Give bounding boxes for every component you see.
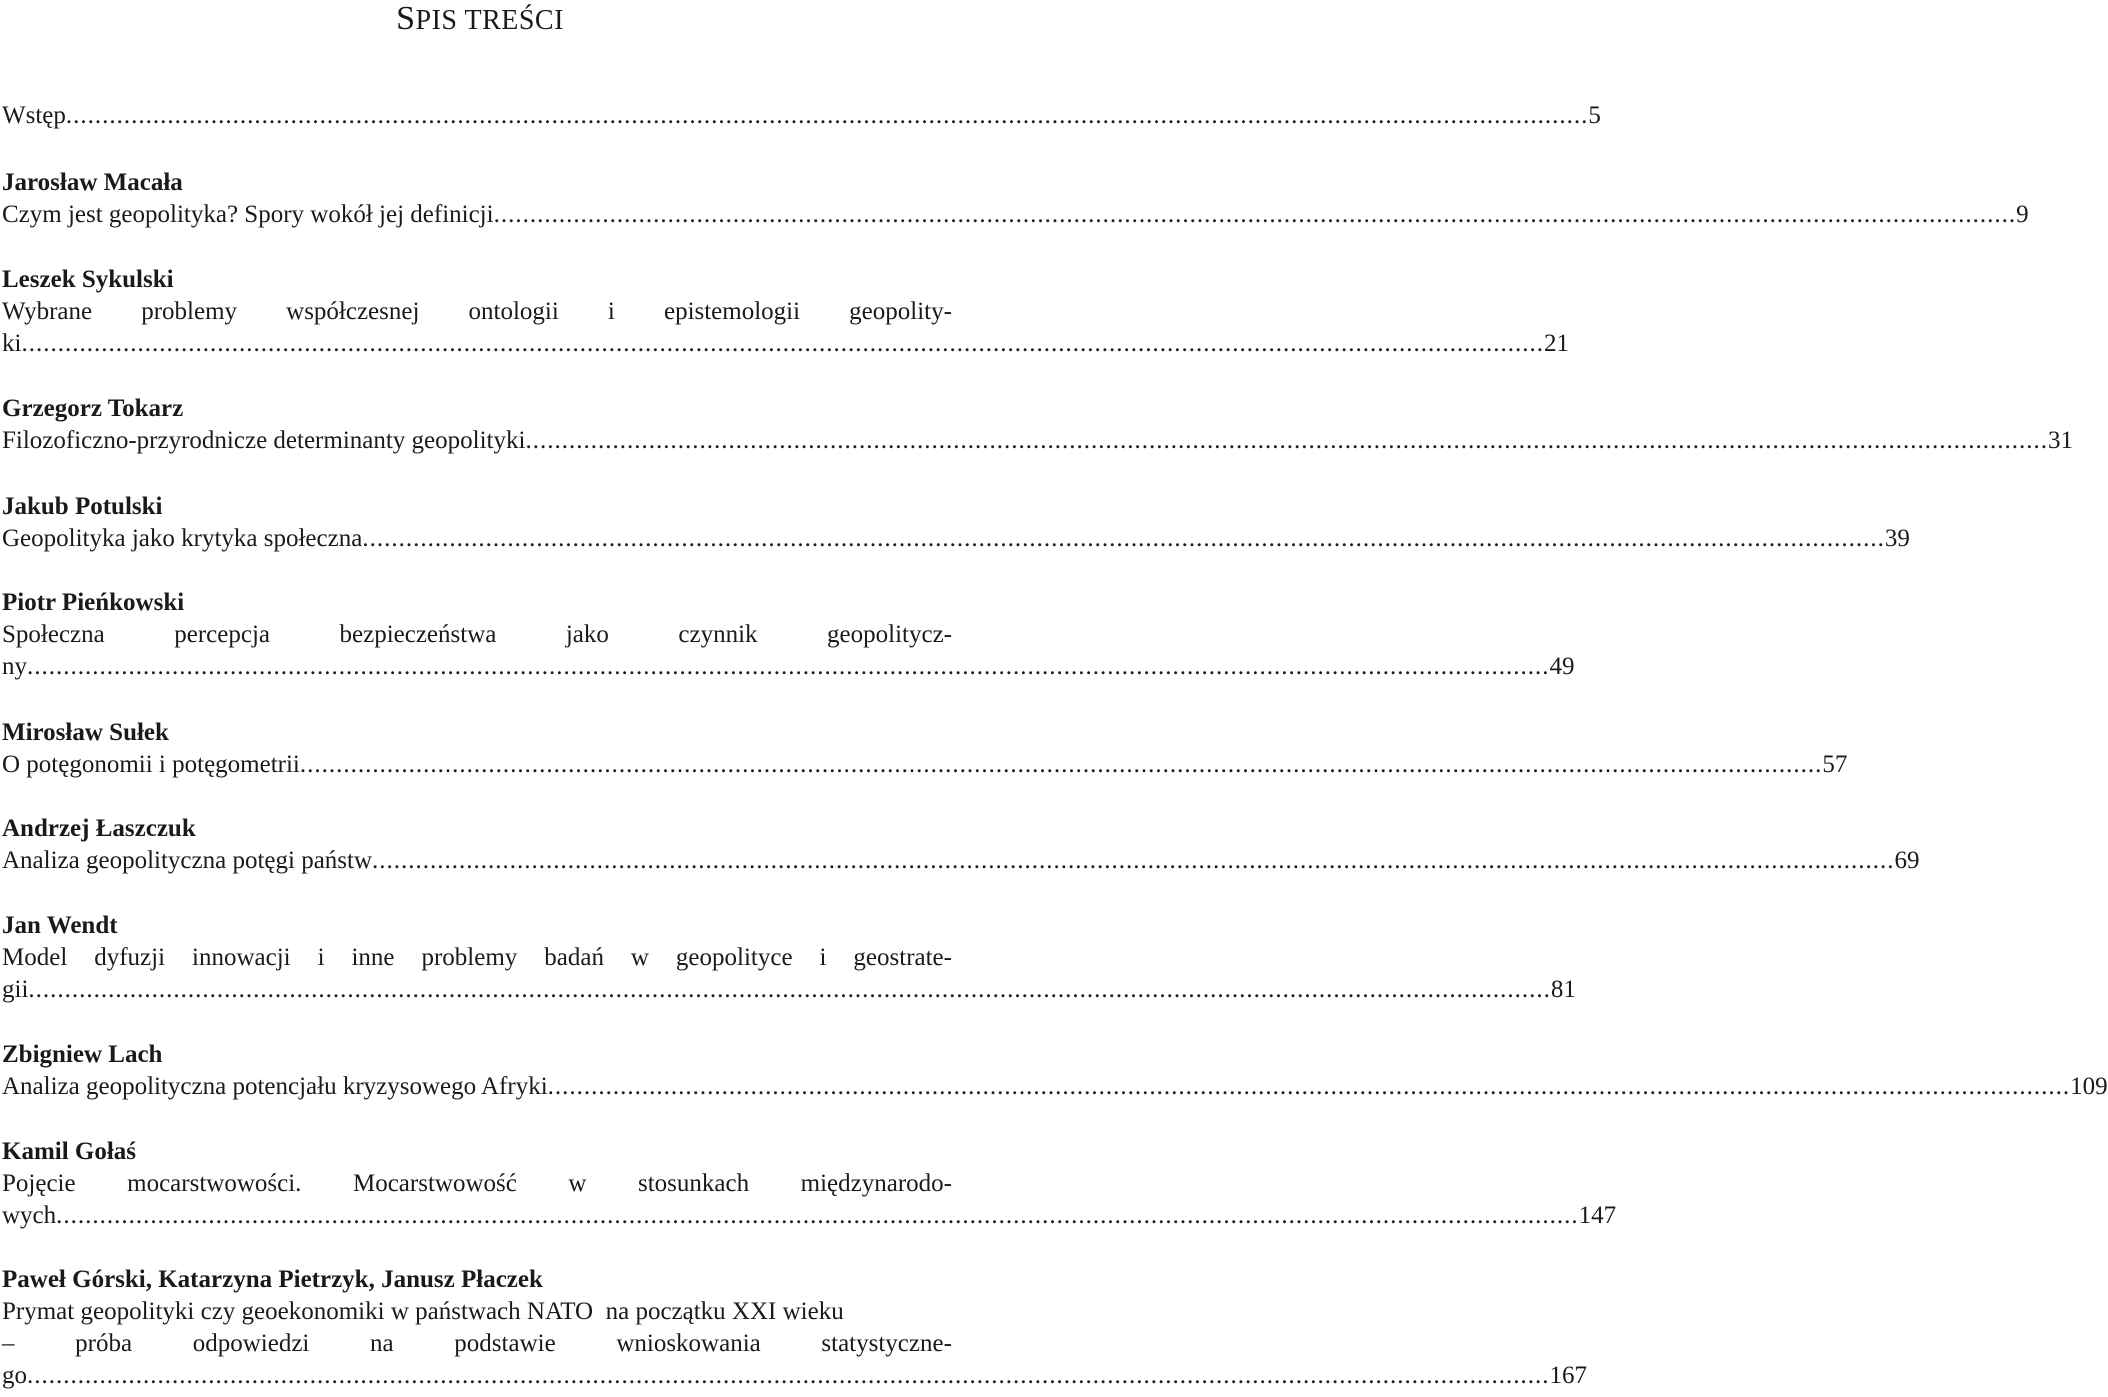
toc-page-number: 39: [1884, 525, 1910, 552]
toc-title-word: inne: [351, 944, 395, 971]
toc-entry-golas[interactable]: [2, 1136, 1617, 1232]
dot-leader: ..................................................................................................................................................................................................................: [65, 102, 1589, 129]
toc-page-number: 81: [1550, 976, 1576, 1003]
toc-entry-lach[interactable]: [2, 1039, 2108, 1103]
toc-entry-title: Geopolityka jako krytyka społeczna .................................................................................................................................................................................................................. 39: [2, 523, 952, 555]
toc-title-word: Model: [2, 944, 68, 971]
toc-entry-sulek[interactable]: [2, 717, 1848, 781]
dot-leader: ..................................................................................................................................................................................................................: [299, 751, 1823, 778]
toc-page-number: 21: [1543, 330, 1569, 357]
toc-title-word: na: [370, 1330, 394, 1357]
dot-leader: ..................................................................................................................................................................................................................: [525, 427, 2048, 454]
toc-title-word: i: [607, 298, 615, 325]
toc-entry-title: Analiza geopolityczna potencjału kryzysowego Afryki .................................................................................................................................................................................................................. 109: [2, 1071, 952, 1103]
toc-entry-macala[interactable]: [2, 167, 2029, 231]
toc-entry-author: Zbigniew Lach: [2, 1041, 163, 1068]
toc-page-number: 49: [1549, 653, 1575, 680]
toc-entry-title: Filozoficzno-przyrodnicze determinanty geopolityki .................................................................................................................................................................................................................. 31: [2, 425, 952, 457]
toc-entry-author: Kamil Gołaś: [2, 1138, 137, 1165]
toc-entry-tokarz[interactable]: [2, 393, 2073, 457]
toc-entry-author: Andrzej Łaszczuk: [2, 815, 196, 842]
page-title: SPIS TREŚCI: [396, 0, 564, 37]
dot-leader: ..................................................................................................................................................................................................................: [547, 1073, 2071, 1100]
toc-entry-title: Prymat geopolityki czy geoekonomiki w państwach NATO na początku XXI wieku: [2, 1298, 844, 1325]
toc-entry-wendt[interactable]: [2, 910, 1576, 1006]
toc-page-number: 69: [1894, 847, 1920, 874]
toc-title-word: współczesnej: [286, 298, 420, 325]
toc-title-word: problemy: [421, 944, 518, 971]
toc-title-word: wnioskowania: [616, 1330, 761, 1357]
toc-entry-author: Jan Wendt: [2, 912, 118, 939]
toc-title-word: bezpieczeństwa: [339, 621, 497, 648]
toc-title-word: geopolity-: [849, 298, 952, 325]
toc-entry-author: Mirosław Sułek: [2, 719, 169, 746]
toc-entry-potulski[interactable]: [2, 491, 1910, 555]
toc-entry-title: [2, 296, 952, 328]
toc-title-word: percepcja: [174, 621, 270, 648]
toc-page-number: 109: [2070, 1073, 2108, 1100]
dot-leader: ..................................................................................................................................................................................................................: [21, 330, 1544, 357]
toc-entry-pienkowski[interactable]: [2, 587, 1575, 683]
toc-entry-title: [2, 1328, 952, 1360]
toc-title-word: badań: [544, 944, 604, 971]
toc-title-word: Wybrane: [2, 298, 93, 325]
toc-title-word: ontologii: [468, 298, 559, 325]
toc-page-number: 167: [1549, 1362, 1587, 1389]
toc-entry-author: Grzegorz Tokarz: [2, 395, 184, 422]
toc-title-word: Społeczna: [2, 621, 105, 648]
toc-page-number: 57: [1822, 751, 1848, 778]
toc-entry-author: Piotr Pieńkowski: [2, 589, 185, 616]
toc-entry-sykulski[interactable]: [2, 264, 1569, 360]
toc-title-word: jako: [565, 621, 609, 648]
toc-title-word: podstawie: [454, 1330, 556, 1357]
toc-title-word: międzynarodo-: [800, 1170, 952, 1197]
toc-title-word: Pojęcie: [2, 1170, 76, 1197]
toc-entry-title: ki .................................................................................................................................................................................................................. 21: [2, 328, 952, 360]
toc-title-word: odpowiedzi: [192, 1330, 310, 1357]
toc-title-word: mocarstwowości.: [127, 1170, 302, 1197]
toc-title-word: –: [2, 1330, 15, 1357]
toc-entry-title: Czym jest geopolityka? Spory wokół jej definicji .................................................................................................................................................................................................................. 9: [2, 199, 952, 231]
toc-title-word: w: [630, 944, 649, 971]
dot-leader: ..................................................................................................................................................................................................................: [56, 1202, 1579, 1229]
dot-leader: ..................................................................................................................................................................................................................: [493, 201, 2017, 228]
toc-entry-author: Jarosław Macała: [2, 169, 183, 196]
toc-title-word: Mocarstwowość: [352, 1170, 517, 1197]
toc-page-number: 9: [2016, 201, 2029, 228]
toc-entry-laszczuk[interactable]: [2, 813, 1920, 877]
toc-entry-author: Leszek Sykulski: [2, 266, 174, 293]
toc-entry-author: Paweł Górski, Katarzyna Pietrzyk, Janusz Płaczek: [2, 1266, 543, 1293]
toc-page-number: 31: [2047, 427, 2073, 454]
toc-title-word: innowacji: [192, 944, 291, 971]
toc-title-word: geostrate-: [853, 944, 952, 971]
toc-title-word: geopolityce: [675, 944, 793, 971]
toc-title-word: statystyczne-: [821, 1330, 952, 1357]
dot-leader: ..................................................................................................................................................................................................................: [27, 653, 1550, 680]
toc-title-word: dyfuzji: [94, 944, 166, 971]
toc-entry-title: Analiza geopolityczna potęgi państw .................................................................................................................................................................................................................. 69: [2, 845, 952, 877]
dot-leader: ..................................................................................................................................................................................................................: [28, 976, 1551, 1003]
toc-title-word: geopolitycz-: [827, 621, 952, 648]
toc-entry-title: gii .................................................................................................................................................................................................................. 81: [2, 974, 952, 1006]
toc-title-word: w: [568, 1170, 587, 1197]
dot-leader: ..................................................................................................................................................................................................................: [372, 847, 1895, 874]
toc-entry-title: go .................................................................................................................................................................................................................. 167: [2, 1360, 952, 1392]
toc-entry-title: Wstęp .................................................................................................................................................................................................................. 5: [2, 100, 952, 132]
toc-title-word: epistemologii: [663, 298, 801, 325]
toc-page-number: 5: [1588, 102, 1601, 129]
toc-title-word: próba: [75, 1330, 133, 1357]
toc-entry-gorski-pietrzyk-placzek[interactable]: [2, 1264, 1587, 1392]
toc-page-number: 147: [1578, 1202, 1617, 1229]
toc-title-word: stosunkach: [637, 1170, 750, 1197]
dot-leader: ..................................................................................................................................................................................................................: [362, 525, 1885, 552]
toc-entry-author: Jakub Potulski: [2, 493, 163, 520]
dot-leader: ..................................................................................................................................................................................................................: [27, 1362, 1550, 1389]
toc-entry-title: wych .................................................................................................................................................................................................................. 147: [2, 1200, 952, 1232]
toc-entry-title: ny .................................................................................................................................................................................................................. 49: [2, 651, 952, 683]
toc-title-word: i: [819, 944, 827, 971]
toc-entry-title: [2, 942, 952, 974]
toc-title-word: i: [317, 944, 325, 971]
toc-title-word: problemy: [141, 298, 238, 325]
toc-entry-title: [2, 619, 952, 651]
toc-title-word: czynnik: [678, 621, 758, 648]
toc-entry-wstep[interactable]: [2, 100, 1601, 132]
toc-entry-title: O potęgonomii i potęgometrii .................................................................................................................................................................................................................. 57: [2, 749, 952, 781]
toc-entry-title: [2, 1168, 952, 1200]
